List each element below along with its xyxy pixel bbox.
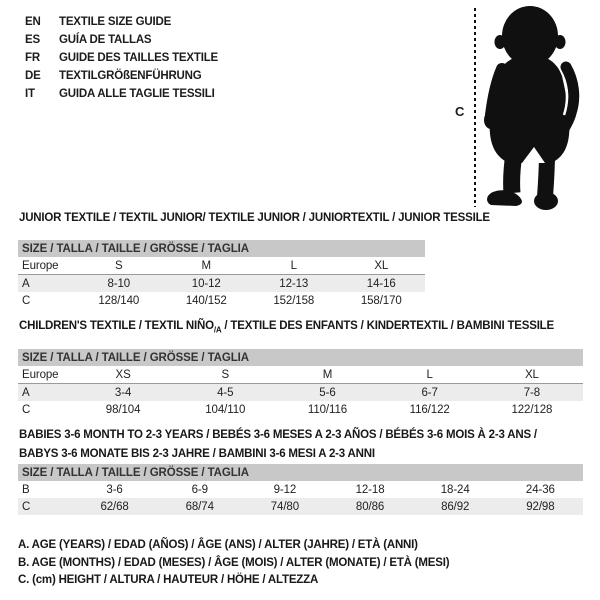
- value-cell: 7-8: [481, 384, 583, 402]
- region-label: Europe: [18, 257, 75, 275]
- row-label: A: [18, 384, 72, 402]
- lang-code: IT: [25, 88, 35, 100]
- language-title-list: [25, 13, 218, 103]
- value-cell: 9-12: [273, 483, 297, 496]
- value-cell: 104/110: [205, 403, 246, 416]
- size-cell: XS: [72, 366, 174, 384]
- table-row-height: [18, 292, 425, 309]
- value-cell: 86/92: [413, 498, 498, 515]
- guide-title-en: TEXTILE SIZE GUIDE: [59, 16, 172, 28]
- table-row-height: [18, 498, 583, 515]
- value-cell: 4-5: [174, 384, 276, 402]
- legend-line-c: C. (cm) HEIGHT / ALTURA / HAUTEUR / HÖHE / ALTEZZA: [18, 574, 319, 586]
- value-cell: 24-36: [525, 483, 555, 496]
- lang-row-es: [25, 31, 218, 49]
- lang-row-fr: [25, 49, 218, 67]
- size-cell: L: [379, 366, 481, 384]
- value-cell: 74/80: [242, 498, 327, 515]
- babies-title-line2: BABYS 3-6 MONATE BIS 2-3 JAHRE / BAMBINI 3-6 MESI A 2-3 ANNI: [19, 448, 375, 460]
- table-row-age-months: [18, 481, 583, 498]
- value-cell: 18-24: [440, 483, 470, 496]
- value-cell: 98/104: [105, 403, 141, 416]
- region-sizes-row: [18, 366, 583, 384]
- value-cell: 80/86: [327, 498, 412, 515]
- value-cell: 92/98: [498, 498, 583, 515]
- row-label: C: [22, 403, 31, 416]
- guide-title-es: GUÍA DE TALLAS: [59, 34, 152, 46]
- junior-size-table: [18, 240, 425, 309]
- value-cell: 12-18: [355, 483, 385, 496]
- value-cell: 68/74: [157, 498, 242, 515]
- children-title-sub: /A: [213, 325, 222, 335]
- children-title-pre: CHILDREN'S TEXTILE / TEXTIL NIÑO: [19, 320, 214, 332]
- value-cell: 110/116: [307, 403, 348, 416]
- babies-size-table: [18, 464, 583, 515]
- guide-title-it: GUIDA ALLE TAGLIE TESSILI: [59, 88, 215, 100]
- value-cell: 3-4: [72, 384, 174, 402]
- value-cell: 12-13: [250, 275, 338, 293]
- value-cell: 14-16: [338, 275, 426, 293]
- row-label: B: [22, 483, 30, 496]
- babies-title-line1: BABIES 3-6 MONTH TO 2-3 YEARS / BEBÉS 3-6 MESES A 2-3 AÑOS / BÉBÉS 3-6 MOIS À 2-3 ANS /: [19, 429, 537, 441]
- row-label: A: [18, 275, 75, 293]
- legend-line-b: B. AGE (MONTHS) / EDAD (MESES) / ÂGE (MOIS) / ALTER (MONATE) / ETÀ (MESI): [18, 556, 450, 569]
- children-title-post: / TEXTILE DES ENFANTS / KINDERTEXTIL / BAMBINI TESSILE: [221, 320, 554, 332]
- baby-silhouette-icon: [483, 3, 597, 211]
- value-cell: 128/140: [98, 294, 140, 307]
- legend-line-a: A. AGE (YEARS) / EDAD (AÑOS) / ÂGE (ANS) / ALTER (JAHRE) / ETÀ (ANNI): [18, 539, 418, 551]
- height-measure-label: C: [455, 104, 465, 119]
- row-label: C: [22, 294, 31, 307]
- size-header-label: SIZE / TALLA / TAILLE / GRÖSSE / TAGLIA: [18, 349, 583, 366]
- value-cell: 10-12: [163, 275, 251, 293]
- value-cell: 116/122: [409, 403, 450, 416]
- guide-title-de: TEXTILGRÖßENFÜHRUNG: [59, 70, 202, 82]
- size-cell: L: [250, 257, 338, 275]
- size-cell: XL: [338, 257, 426, 275]
- value-cell: 6-7: [379, 384, 481, 402]
- lang-code: EN: [25, 16, 41, 28]
- value-cell: 62/68: [72, 498, 157, 515]
- size-cell: M: [276, 366, 378, 384]
- lang-row-en: [25, 13, 218, 31]
- size-header-row: [18, 349, 583, 366]
- row-label: C: [18, 498, 72, 515]
- size-header-row: [18, 240, 425, 257]
- junior-table-title: JUNIOR TEXTILE / TEXTIL JUNIOR/ TEXTILE JUNIOR / JUNIORTEXTIL / JUNIOR TESSILE: [19, 212, 490, 224]
- lang-row-it: [25, 85, 218, 103]
- table-row-age: [18, 275, 425, 293]
- lang-code: DE: [25, 70, 41, 82]
- table-row-age: [18, 384, 583, 402]
- region-sizes-row: [18, 257, 425, 275]
- size-cell: XL: [481, 366, 583, 384]
- guide-title-fr: GUIDE DES TAILLES TEXTILE: [59, 52, 218, 64]
- babies-table-title: [19, 426, 539, 464]
- value-cell: 140/152: [185, 294, 227, 307]
- size-cell: M: [163, 257, 251, 275]
- measurement-legend: [18, 537, 449, 590]
- table-row-height: [18, 401, 583, 418]
- lang-code: FR: [25, 52, 40, 64]
- value-cell: 3-6: [106, 483, 123, 496]
- lang-row-de: [25, 67, 218, 85]
- value-cell: 8-10: [75, 275, 163, 293]
- size-header-row: [18, 464, 583, 481]
- children-table-title: [19, 319, 554, 337]
- value-cell: 158/170: [360, 294, 402, 307]
- height-dotted-line: [474, 8, 476, 207]
- lang-code: ES: [25, 34, 40, 46]
- value-cell: 122/128: [511, 403, 553, 416]
- size-cell: S: [174, 366, 276, 384]
- value-cell: 6-9: [191, 483, 208, 496]
- region-label: Europe: [18, 366, 72, 384]
- size-header-label: SIZE / TALLA / TAILLE / GRÖSSE / TAGLIA: [18, 240, 425, 257]
- size-header-label: SIZE / TALLA / TAILLE / GRÖSSE / TAGLIA: [18, 464, 583, 481]
- value-cell: 5-6: [276, 384, 378, 402]
- value-cell: 152/158: [273, 294, 315, 307]
- children-size-table: [18, 349, 583, 418]
- size-cell: S: [75, 257, 163, 275]
